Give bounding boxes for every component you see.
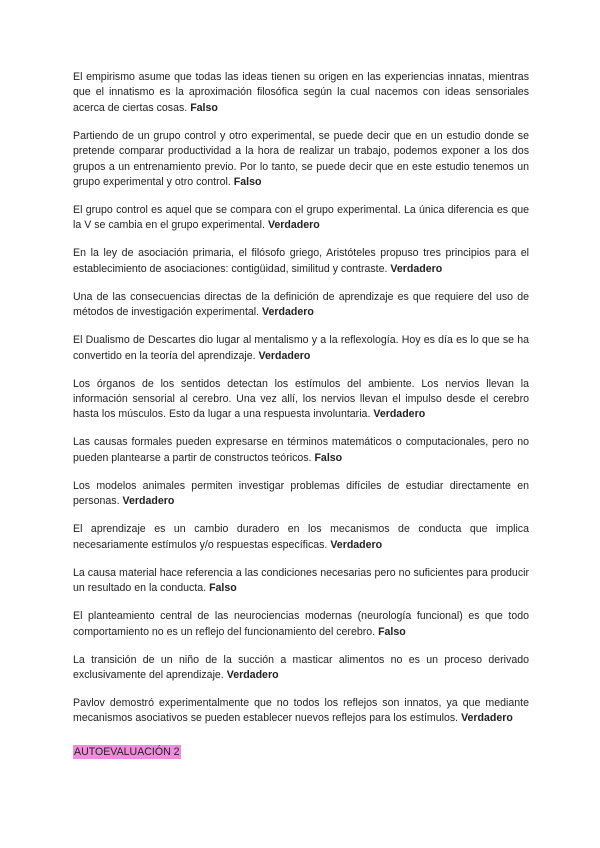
statement-text: El empirismo asume que todas las ideas tienen su origen en las experiencias innatas, mientras que el innatismo es la aproximación filosófica según la cual nacemos con ideas sensoriales acerca de ciertas cosas. (73, 71, 529, 114)
answer-label: Verdadero (262, 306, 314, 319)
statement-text: El planteamiento central de las neurociencias modernas (neurología funcional) es que todo comportamiento no es un reflejo del funcionamiento del cerebro. (73, 610, 529, 638)
statement-paragraph (73, 246, 529, 277)
statement-text: Los órganos de los sentidos detectan los estímulos del ambiente. Los nervios llevan la información sensorial al cerebro. Una vez allí, los nervios llevan el impulso desde el cerebro hasta los músculos. Esto da lugar a una respuesta involuntaria. (73, 377, 529, 421)
statement-paragraph (73, 435, 529, 466)
statement-text: Las causas formales pueden expresarse en términos matemáticos o computacionales, pero no pueden plantearse a partir de constructos teóricos. (73, 436, 529, 464)
statement-paragraph (73, 522, 529, 553)
statement-paragraph (73, 333, 529, 364)
answer-label: Falso (190, 101, 218, 114)
statement-paragraph (73, 129, 529, 191)
answer-label: Falso (314, 451, 343, 464)
answer-label: Verdadero (461, 712, 513, 725)
answer-label: Falso (378, 625, 406, 638)
answer-label: Verdadero (226, 668, 279, 681)
answer-label: Verdadero (122, 495, 175, 508)
statement-paragraph (73, 566, 529, 597)
statement-paragraph (73, 479, 529, 510)
section-heading: AUTOEVALUACIÓN 2 (74, 746, 180, 759)
statement-text: Pavlov demostró experimentalmente que no todos los reflejos son innatos, ya que mediante mecanismos asociativos se pueden establecer nuevos reflejos para los estímulos. (73, 696, 529, 725)
statement-paragraph (73, 696, 529, 727)
answer-label: Verdadero (373, 408, 426, 421)
statement-text: Los modelos animales permiten investigar problemas difíciles de estudiar directamente en personas. (73, 479, 529, 508)
statement-text: En la ley de asociación primaria, el filósofo griego, Aristóteles propuso tres principios para el establecimiento de asociaciones: contigüidad, similitud y contraste. (73, 247, 529, 275)
statement-paragraph (73, 609, 529, 640)
statement-paragraph (73, 203, 529, 234)
statement-text: El aprendizaje es un cambio duradero en los mecanismos de conducta que implica necesariamente estímulos y/o respuestas específicas. (73, 523, 529, 551)
statement-text: El grupo control es aquel que se compara con el grupo experimental. La única diferencia es que la V se cambia en el grupo experimental. (73, 204, 529, 232)
statement-paragraph (73, 653, 529, 684)
statement-paragraph (73, 290, 529, 321)
answer-label: Falso (209, 582, 237, 595)
answer-label: Falso (233, 176, 262, 189)
answer-label: Verdadero (267, 219, 320, 232)
statement-text: La causa material hace referencia a las condiciones necesarias pero no suficientes para producir un resultado en la conducta. (73, 566, 529, 595)
statement-text: Una de las consecuencias directas de la definición de aprendizaje es que requiere del uso de métodos de investigación experimental. (73, 290, 529, 319)
answer-label: Verdadero (258, 349, 311, 362)
statement-paragraph (73, 377, 529, 423)
statement-text: La transición de un niño de la succión a masticar alimentos no es un proceso derivado exclusivamente del aprendizaje. (73, 653, 529, 681)
answer-label: Verdadero (330, 538, 383, 551)
answer-label: Verdadero (390, 262, 443, 275)
document-page (73, 70, 529, 760)
statement-text: Partiendo de un grupo control y otro experimental, se puede decir que en un estudio donde se pretende comparar productividad a la hora de realizar un trabajo, podemos exponer a los dos grupos a un entrenamiento previo. Por lo tanto, se puede decir que en este estudio tenemos un grupo experimental y otro control. (73, 129, 529, 189)
statement-paragraph (73, 70, 529, 116)
statement-text: El Dualismo de Descartes dio lugar al mentalismo y a la reflexología. Hoy es día es lo que se ha convertido en la teoría del aprendizaje. (73, 334, 529, 362)
